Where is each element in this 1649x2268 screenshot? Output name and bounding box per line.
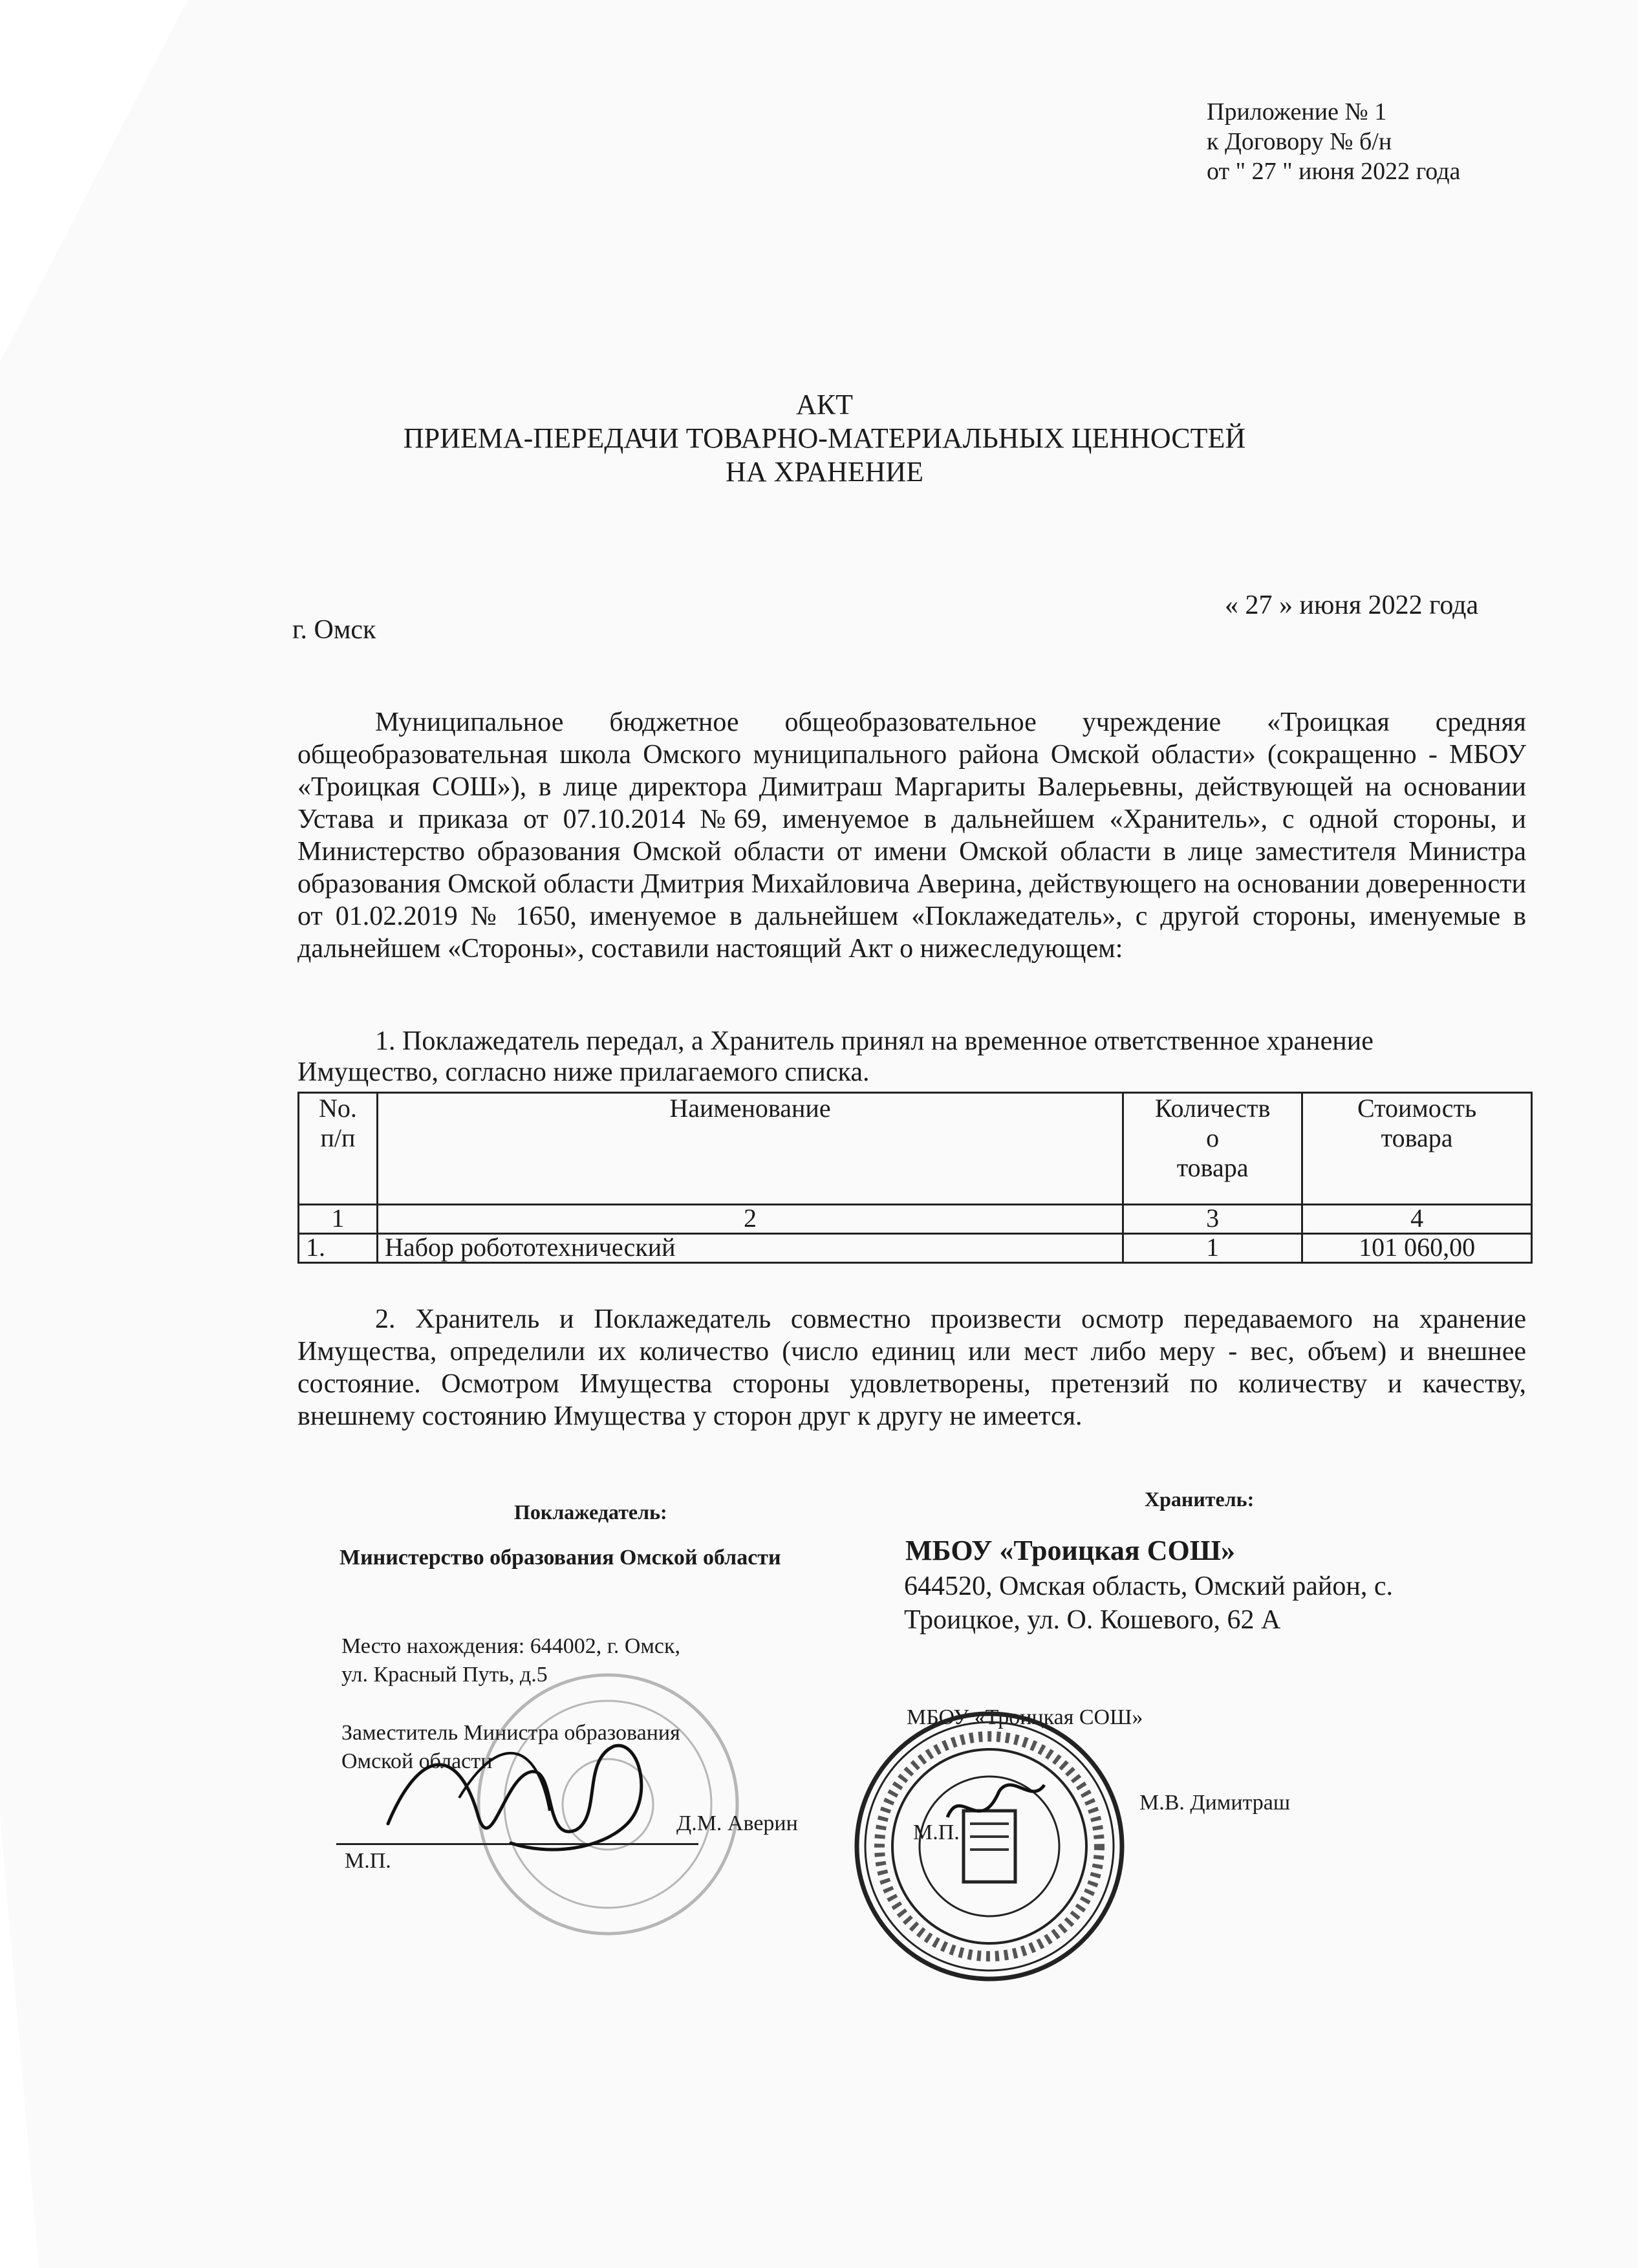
- keeper-address-1: 644520, Омская область, Омский район, с.: [904, 1571, 1393, 1601]
- keeper-heading: Хранитель:: [1145, 1487, 1255, 1511]
- title-line-3: НА ХРАНЕНИЕ: [725, 456, 924, 488]
- col-number-2: 2: [377, 1205, 1123, 1234]
- table-row: [299, 1234, 1532, 1263]
- table-header-row: [299, 1093, 1532, 1205]
- row-name: Набор робототехнический: [377, 1234, 1123, 1263]
- title-line-1: АКТ: [796, 389, 853, 420]
- header-cost-line-1: Стоимость: [1357, 1094, 1477, 1123]
- intro-paragraph: Муниципальное бюджетное общеобразовательное учреждение «Троицкая средняя общеобразовательная школа Омского муниципального района Омской области» (сокращенно - МБОУ «Троицкая СОШ»), в лице директора Димитраш Маргариты Валерьевны, действующей на основании Устава и приказа от 07.10.2014 №69, именуемое в дальнейшем «Хранитель», с одной стороны, и Министерство образования Омской области от имени Омской области в лице заместителя Министра образования Омской области Дмитрия Михайловича Аверина, действующего на основании доверенности от 01.02.2019 № 1650, именуемое в дальнейшем «Поклажедатель», с другой стороны, именуемые в дальнейшем «Стороны», составили настоящий Акт о нижеследующем:: [297, 707, 1526, 964]
- item-1-continuation: Имущество, согласно ниже прилагаемого списка.: [297, 1057, 870, 1087]
- header-name: Наименование: [377, 1093, 1123, 1205]
- appendix-line-2: к Договору № б/н: [1207, 128, 1392, 155]
- city: г. Омск: [292, 615, 376, 645]
- header-qty-line-2: о: [1206, 1123, 1220, 1152]
- scan-corner-bottom: [0, 1815, 39, 2268]
- appendix-line-1: Приложение № 1: [1207, 98, 1387, 125]
- row-cost: 101 060,00: [1302, 1234, 1532, 1263]
- keeper-org-short: МБОУ «Троицкая СОШ»: [907, 1705, 1143, 1729]
- keeper-seal-label: М.П.: [913, 1820, 960, 1844]
- items-table: [297, 1092, 1533, 1264]
- row-qty: 1: [1123, 1234, 1302, 1263]
- depositor-signature-icon: [382, 1720, 692, 1869]
- col-number-1: 1: [299, 1205, 378, 1234]
- depositor-seal-label: М.П.: [345, 1849, 391, 1873]
- depositor-heading: Поклажедатель:: [514, 1500, 667, 1524]
- inspection-paragraph: 2. Хранитель и Поклажедатель совместно произвести осмотр передаваемого на хранение Имущества, определили их количество (число единиц или мест либо меру - вес, объем) и внешнее состояние. Осмотром Имущества стороны удовлетворены, претензий по количеству и качеству, внешнему состоянию Имущества у сторон друг к другу не имеется.: [297, 1304, 1526, 1431]
- header-no-line-1: No.: [319, 1094, 357, 1123]
- appendix-note: [1207, 97, 1595, 186]
- depositor-address-1: Место нахождения: 644002, г. Омск,: [341, 1634, 681, 1658]
- scan-edge-right: [1637, 0, 1649, 2268]
- depositor-address-2: ул. Красный Путь, д.5: [341, 1663, 548, 1687]
- title-line-2: ПРИЕМА-ПЕРЕДАЧИ ТОВАРНО-МАТЕРИАЛЬНЫХ ЦЕННОСТЕЙ: [403, 422, 1246, 454]
- header-cost-line-2: товара: [1381, 1123, 1453, 1152]
- scan-corner-top: [0, 0, 188, 362]
- header-no: [299, 1093, 378, 1205]
- header-qty-line-1: Количеств: [1154, 1094, 1271, 1123]
- depositor-position-2: Омской области: [341, 1749, 493, 1773]
- keeper-address-2: Троицкое, ул. О. Кошевого, 62 А: [904, 1605, 1281, 1635]
- header-qty-line-3: товара: [1176, 1153, 1249, 1182]
- document-date: « 27 » июня 2022 года: [1225, 590, 1479, 620]
- table-number-row: [299, 1205, 1532, 1234]
- depositor-name: Д.М. Аверин: [676, 1811, 798, 1835]
- row-no: 1.: [299, 1234, 378, 1263]
- depositor-org: Министерство образования Омской области: [339, 1546, 781, 1570]
- col-number-4: 4: [1302, 1205, 1532, 1234]
- item-1-text: 1. Поклажедатель передал, а Хранитель принял на временное ответственное хранение: [375, 1026, 1374, 1056]
- header-no-line-2: п/п: [320, 1123, 356, 1152]
- school-stamp-icon: [850, 1707, 1128, 1985]
- keeper-name: М.В. Димитраш: [1139, 1791, 1291, 1815]
- header-qty: [1123, 1093, 1302, 1205]
- appendix-line-3: от " 27 " июня 2022 года: [1207, 158, 1461, 185]
- document-title: [0, 388, 1649, 489]
- header-cost: [1302, 1093, 1532, 1205]
- keeper-org: МБОУ «Троицкая СОШ»: [905, 1535, 1236, 1566]
- col-number-3: 3: [1123, 1205, 1302, 1234]
- depositor-position-1: Заместитель Министра образования: [341, 1721, 680, 1745]
